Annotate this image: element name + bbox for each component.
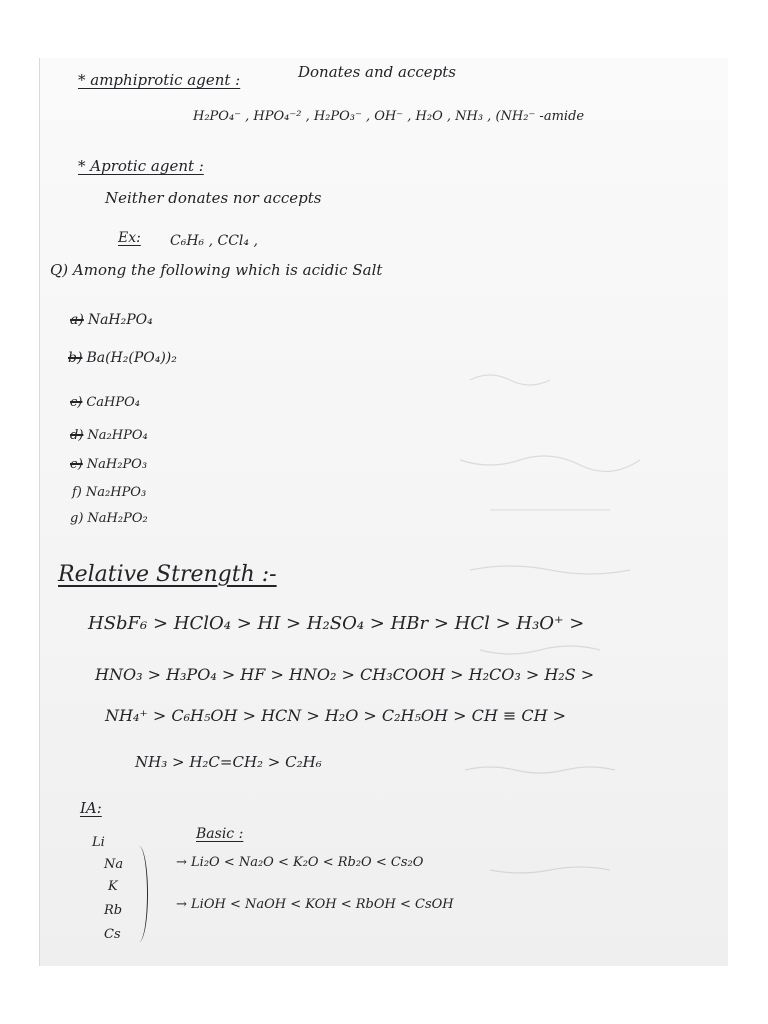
element-li: Li [92,835,105,850]
option-mark: b) [68,350,83,366]
option-text: Na₂HPO₄ [87,428,148,443]
option-mark: g) [70,511,84,526]
ia-title [80,800,102,817]
acid-strength-line-3: NH₄⁺ > C₆H₅OH > HCN > H₂O > C₂H₅OH > CH ≡ CH > [105,706,567,725]
basic-label [196,826,243,842]
aprotic-examples: C₆H₆ , CCl₄ , [170,233,258,249]
ia-title-text: IA: [80,799,102,817]
option-d [70,429,148,444]
aprotic-example-label [118,230,141,246]
aprotic-title-text: * Aprotic agent : [78,157,204,175]
hydroxide-basicity-order: → LiOH < NaOH < KOH < RbOH < CsOH [176,897,454,912]
option-g [70,512,148,527]
option-text: Ba(H₂(PO₄))₂ [86,350,177,366]
element-k: K [108,879,118,894]
amphiprotic-definition: Donates and accepts [298,63,456,81]
option-a [70,312,153,328]
oxide-basicity-order: → Li₂O < Na₂O < K₂O < Rb₂O < Cs₂O [176,855,424,870]
option-mark: c) [70,395,83,410]
option-mark: a) [70,312,84,328]
element-rb: Rb [104,903,123,918]
option-f [72,486,146,501]
option-text: NaH₂PO₃ [86,457,148,472]
option-e [70,458,147,473]
amphiprotic-title [78,72,240,89]
basic-label-text: Basic : [196,826,244,842]
option-text: NaH₂PO₂ [87,511,148,526]
relative-strength-title: Relative Strength :- [58,562,277,587]
acid-strength-line-1: HSbF₆ > HClO₄ > HI > H₂SO₄ > HBr > HCl > H₃O⁺ > [88,613,585,634]
option-text: NaH₂PO₄ [87,312,153,328]
option-text: CaHPO₄ [86,395,141,410]
option-mark: f) [72,485,82,500]
amphiprotic-examples: H₂PO₄⁻ , HPO₄⁻² , H₂PO₃⁻ , OH⁻ , H₂O , NH₃ , (NH₂⁻ -amide [193,109,585,124]
option-mark: d) [70,428,84,443]
amphiprotic-title-text: * amphiprotic agent : [78,71,241,89]
aprotic-example-label-text: Ex: [118,230,141,246]
question-text: Q) Among the following which is acidic Salt [50,261,383,279]
acid-strength-line-2: HNO₃ > H₃PO₄ > HF > HNO₂ > CH₃COOH > H₂CO₃ > H₂S > [95,665,595,684]
acid-strength-line-4: NH₃ > H₂C=CH₂ > C₂H₆ [135,753,322,771]
option-mark: e) [70,457,83,472]
aprotic-title [78,158,204,175]
option-c [70,396,140,411]
option-b [68,350,177,366]
element-cs: Cs [104,927,121,942]
option-text: Na₂HPO₃ [85,485,147,500]
aprotic-definition: Neither donates nor accepts [105,189,322,207]
element-na: Na [104,857,124,872]
